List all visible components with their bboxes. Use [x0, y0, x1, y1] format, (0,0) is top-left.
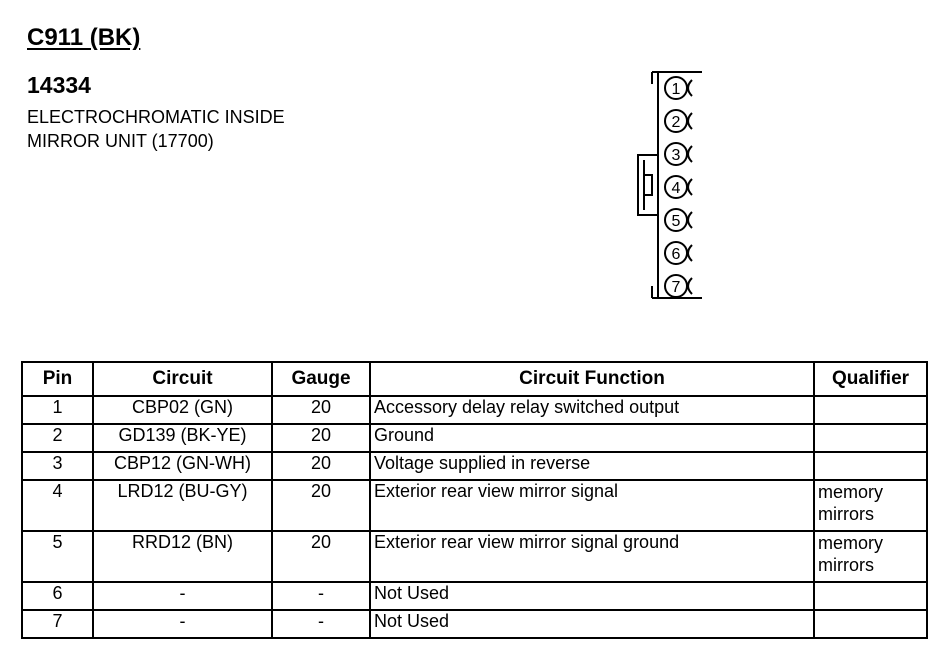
cell-gauge: - — [272, 582, 370, 610]
cell-function: Exterior rear view mirror signal — [370, 480, 814, 531]
cell-qualifier — [814, 531, 927, 582]
connector-pin-label: 5 — [671, 213, 681, 230]
cell-gauge: - — [272, 610, 370, 638]
cell-pin: 7 — [22, 610, 93, 638]
description-line-1: ELECTROCHROMATIC INSIDE — [27, 107, 285, 127]
table-row — [22, 452, 927, 480]
header-circuit-function: Circuit Function — [370, 362, 814, 396]
qualifier-line-2: mirrors — [818, 555, 874, 575]
cell-function: Not Used — [370, 582, 814, 610]
pinout-table — [21, 361, 928, 639]
cell-qualifier — [814, 582, 927, 610]
connector-pin-7 — [665, 275, 692, 297]
cell-circuit: RRD12 (BN) — [93, 531, 272, 582]
table-row — [22, 610, 927, 638]
cell-function: Exterior rear view mirror signal ground — [370, 531, 814, 582]
connector-pin-4 — [665, 176, 692, 198]
cell-qualifier — [814, 452, 927, 480]
qualifier-line-2: mirrors — [818, 504, 874, 524]
connector-pin-label: 4 — [671, 180, 681, 197]
cell-pin: 3 — [22, 452, 93, 480]
cell-function: Accessory delay relay switched output — [370, 396, 814, 424]
cell-pin: 6 — [22, 582, 93, 610]
connector-pin-2 — [665, 110, 692, 132]
connector-pin-5 — [665, 209, 692, 231]
cell-circuit: GD139 (BK-YE) — [93, 424, 272, 452]
cell-qualifier — [814, 610, 927, 638]
cell-qualifier — [814, 396, 927, 424]
header-circuit: Circuit — [93, 362, 272, 396]
cell-gauge: 20 — [272, 396, 370, 424]
cell-function: Not Used — [370, 610, 814, 638]
table-row — [22, 396, 927, 424]
cell-qualifier — [814, 480, 927, 531]
cell-function: Voltage supplied in reverse — [370, 452, 814, 480]
cell-qualifier — [814, 424, 927, 452]
cell-circuit: CBP12 (GN-WH) — [93, 452, 272, 480]
header-pin: Pin — [22, 362, 93, 396]
connector-face-diagram — [628, 60, 718, 305]
cell-gauge: 20 — [272, 424, 370, 452]
connector-pin-label: 1 — [671, 81, 681, 98]
qualifier-line-1: memory — [818, 533, 884, 553]
cell-gauge: 20 — [272, 531, 370, 582]
header-gauge: Gauge — [272, 362, 370, 396]
cell-circuit: - — [93, 582, 272, 610]
connector-pin-3 — [665, 143, 692, 165]
cell-circuit: LRD12 (BU-GY) — [93, 480, 272, 531]
component-description — [27, 105, 285, 153]
qualifier-line-1: memory — [818, 482, 884, 502]
table-row — [22, 480, 927, 531]
header-qualifier: Qualifier — [814, 362, 927, 396]
cell-pin: 2 — [22, 424, 93, 452]
connector-pin-label: 7 — [671, 279, 681, 296]
table-row — [22, 582, 927, 610]
table-header-row — [22, 362, 927, 396]
cell-function: Ground — [370, 424, 814, 452]
cell-pin: 5 — [22, 531, 93, 582]
connector-pin-6 — [665, 242, 692, 264]
connector-pin-label: 3 — [671, 147, 681, 164]
description-line-2: MIRROR UNIT (17700) — [27, 131, 214, 151]
cell-gauge: 20 — [272, 480, 370, 531]
table-row — [22, 531, 927, 582]
connector-title: C911 (BK) — [27, 24, 141, 51]
cell-circuit: CBP02 (GN) — [93, 396, 272, 424]
connector-pin-1 — [665, 77, 692, 99]
cell-pin: 1 — [22, 396, 93, 424]
cell-pin: 4 — [22, 480, 93, 531]
connector-pin-label: 2 — [671, 114, 681, 131]
cell-circuit: - — [93, 610, 272, 638]
part-number: 14334 — [27, 72, 91, 98]
table-row — [22, 424, 927, 452]
connector-pin-label: 6 — [671, 246, 681, 263]
locking-tab — [638, 155, 658, 215]
cell-gauge: 20 — [272, 452, 370, 480]
